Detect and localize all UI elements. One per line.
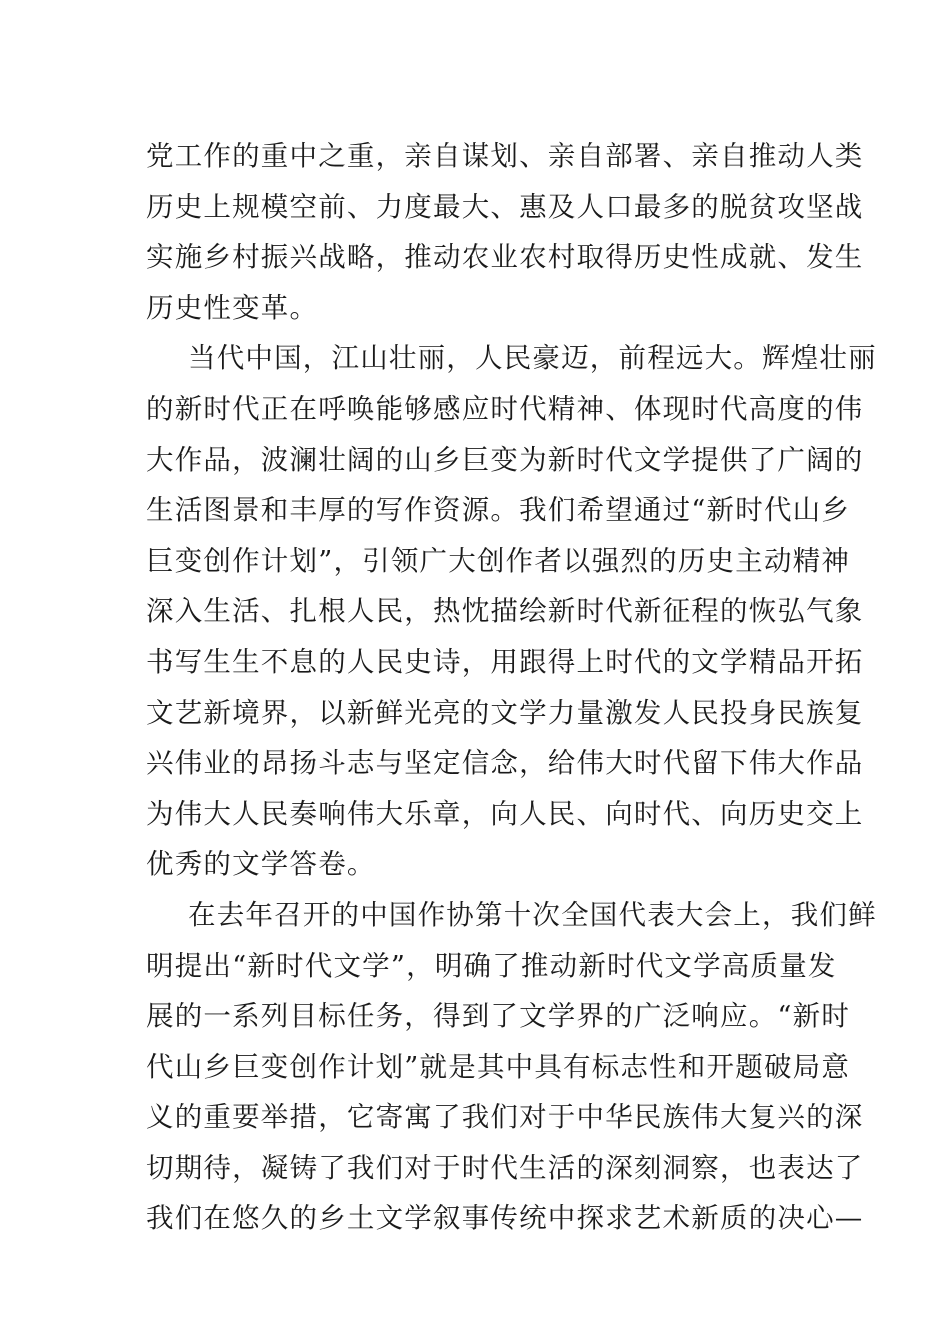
text-line: 为伟大人民奏响伟大乐章，向人民、向时代、向历史交上 xyxy=(146,797,864,830)
paragraph-2 xyxy=(146,333,877,890)
text-line: 历史性变革。 xyxy=(146,291,319,324)
text-line: 党工作的重中之重，亲自谋划、亲自部署、亲自推动人类 xyxy=(146,140,864,172)
paragraph-1 xyxy=(146,131,864,333)
text-line: 生活图景和丰厚的写作资源。我们希望通过“新时代山乡 xyxy=(146,494,851,527)
text-line: 义的重要举措，它寄寓了我们对于中华民族伟大复兴的深 xyxy=(146,1101,864,1134)
text-line: 我们在悠久的乡土文学叙事传统中探求艺术新质的决心— xyxy=(146,1202,864,1235)
body-text xyxy=(146,131,877,1244)
text-line: 历史上规模空前、力度最大、惠及人口最多的脱贫攻坚战 xyxy=(146,190,864,223)
text-line: 当代中国，江山壮丽，人民豪迈，前程远大。辉煌壮丽 xyxy=(188,342,877,375)
text-line: 的新时代正在呼唤能够感应时代精神、体现时代高度的伟 xyxy=(146,392,864,425)
text-line: 实施乡村振兴战略，推动农业农村取得历史性成就、发生 xyxy=(146,241,864,274)
text-line: 明提出“新时代文学”，明确了推动新时代文学高质量发 xyxy=(146,949,837,982)
text-line: 展的一系列目标任务，得到了文学界的广泛响应。“新时 xyxy=(146,1000,851,1033)
text-line: 文艺新境界，以新鲜光亮的文学力量激发人民投身民族复 xyxy=(146,696,864,729)
text-line: 深入生活、扎根人民，热忱描绘新时代新征程的恢弘气象 xyxy=(146,595,864,628)
text-line: 书写生生不息的人民史诗，用跟得上时代的文学精品开拓 xyxy=(146,645,864,678)
text-line: 在去年召开的中国作协第十次全国代表大会上，我们鲜 xyxy=(188,898,877,931)
text-line: 优秀的文学答卷。 xyxy=(146,848,376,881)
paragraph-3 xyxy=(146,890,877,1244)
text-line: 切期待，凝铸了我们对于时代生活的深刻洞察，也表达了 xyxy=(146,1151,864,1184)
text-line: 大作品，波澜壮阔的山乡巨变为新时代文学提供了广阔的 xyxy=(146,443,864,476)
text-line: 代山乡巨变创作计划”就是其中具有标志性和开题破局意 xyxy=(146,1050,851,1083)
text-line: 巨变创作计划”，引领广大创作者以强烈的历史主动精神 xyxy=(146,544,851,577)
text-line: 兴伟业的昂扬斗志与坚定信念，给伟大时代留下伟大作品 xyxy=(146,747,864,780)
